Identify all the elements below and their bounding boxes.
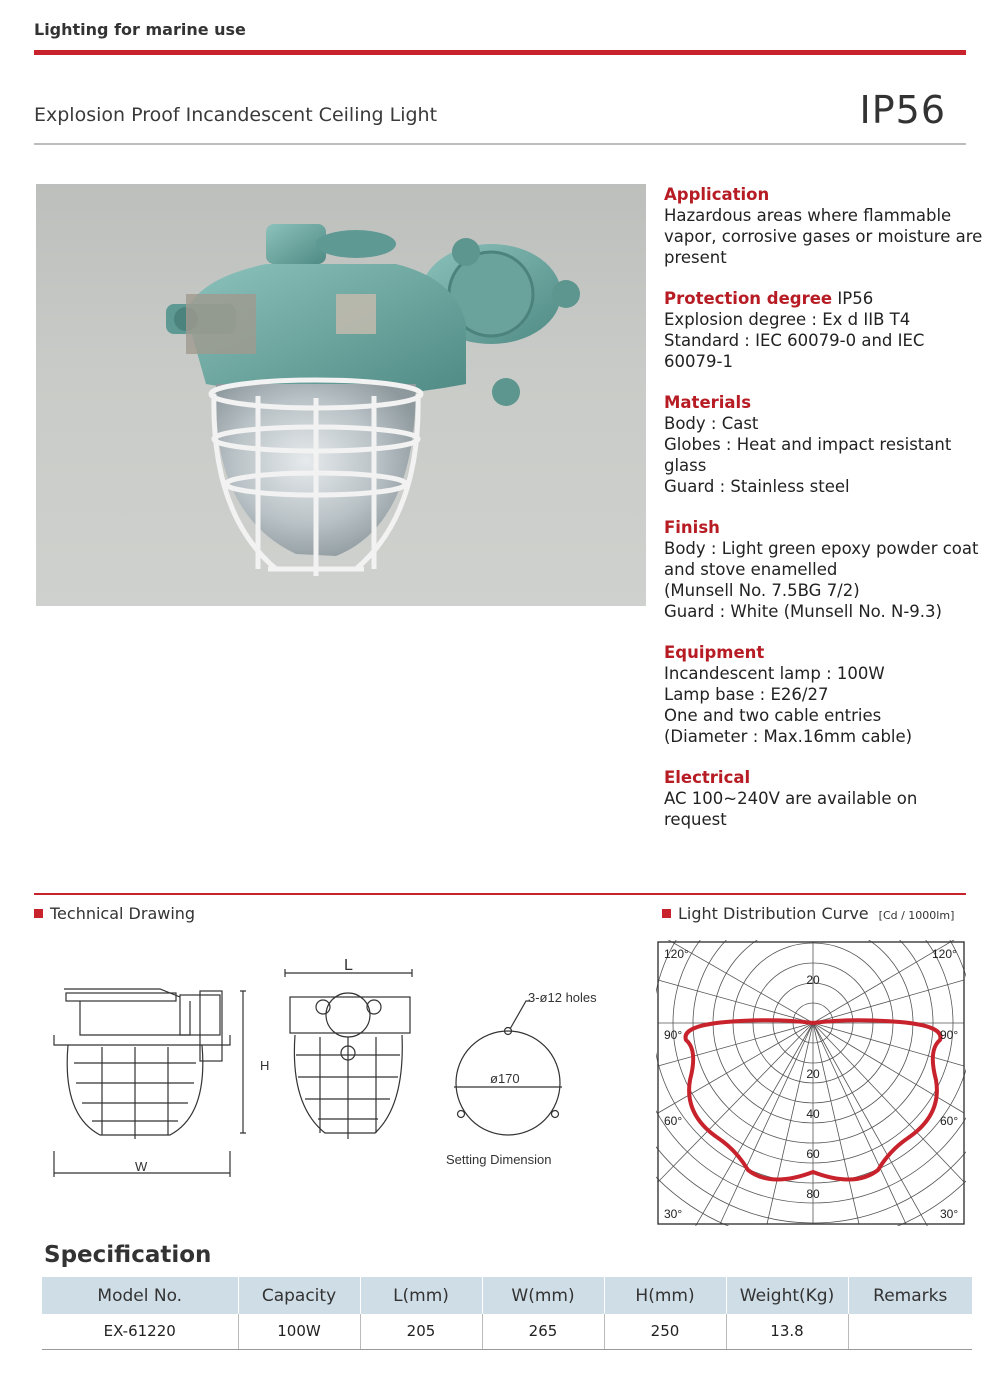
product-title: Explosion Proof Incandescent Ceiling Light bbox=[34, 104, 438, 126]
column-header: L(mm) bbox=[360, 1277, 482, 1314]
electrical-section bbox=[664, 767, 984, 830]
radial-label: 20 bbox=[806, 1067, 820, 1081]
angle-label: 30° bbox=[664, 1207, 683, 1221]
materials-section bbox=[664, 392, 984, 497]
column-header: Model No. bbox=[42, 1277, 238, 1314]
finish-section bbox=[664, 517, 984, 622]
angle-label: 60° bbox=[664, 1114, 683, 1128]
table-cell: 265 bbox=[482, 1314, 604, 1349]
equipment-heading: Equipment bbox=[664, 643, 765, 662]
light-distribution-curve bbox=[656, 940, 966, 1226]
column-header: Weight(Kg) bbox=[726, 1277, 848, 1314]
spec-list bbox=[664, 184, 984, 850]
spec-line: Explosion degree : Ex d IIB T4 bbox=[664, 310, 911, 329]
spec-line: Standard : IEC 60079-0 and IEC bbox=[664, 331, 925, 350]
finish-heading: Finish bbox=[664, 518, 720, 537]
column-header: H(mm) bbox=[604, 1277, 726, 1314]
dim-h: H bbox=[260, 1058, 270, 1073]
category-title: Lighting for marine use bbox=[34, 20, 246, 39]
setting-dimension-label: Setting Dimension bbox=[446, 1152, 552, 1167]
column-header: Remarks bbox=[848, 1277, 972, 1314]
title-divider bbox=[34, 143, 966, 145]
technical-drawing-label: Technical Drawing bbox=[34, 904, 195, 923]
ip-rating: IP56 bbox=[859, 88, 946, 132]
materials-heading: Materials bbox=[664, 393, 752, 412]
curve-unit: [Cd / 1000lm] bbox=[878, 909, 955, 922]
spec-line: (Diameter : Max.16mm cable) bbox=[664, 727, 913, 746]
spec-line: Lamp base : E26/27 bbox=[664, 685, 829, 704]
radial-label: 60 bbox=[806, 1147, 820, 1161]
table-cell: 205 bbox=[360, 1314, 482, 1349]
angle-label: 60° bbox=[940, 1114, 959, 1128]
electrical-heading: Electrical bbox=[664, 768, 751, 787]
spec-line: (Munsell No. 7.5BG 7/2) bbox=[664, 581, 860, 600]
table-row bbox=[42, 1314, 972, 1349]
spec-line: AC 100~240V are available on request bbox=[664, 789, 918, 829]
protection-value: IP56 bbox=[832, 289, 874, 308]
header-divider bbox=[34, 50, 966, 55]
bullet-square-icon bbox=[34, 909, 43, 918]
technical-drawing bbox=[40, 945, 630, 1185]
radial-label: 80 bbox=[806, 1187, 820, 1201]
light-curve-label: Light Distribution Curve [Cd / 1000lm] bbox=[662, 904, 954, 923]
radial-label: 20 bbox=[806, 973, 820, 987]
product-photo bbox=[36, 184, 646, 606]
angle-label: 120° bbox=[664, 947, 689, 961]
diameter-label: ø170 bbox=[490, 1071, 520, 1086]
spec-line: Body : Cast bbox=[664, 414, 759, 433]
dim-l: L bbox=[344, 957, 353, 974]
spec-line: 60079-1 bbox=[664, 352, 733, 371]
spec-line: and stove enamelled bbox=[664, 560, 838, 579]
spec-line: present bbox=[664, 248, 727, 267]
column-header: W(mm) bbox=[482, 1277, 604, 1314]
angle-label: 30° bbox=[940, 1207, 959, 1221]
column-header: Capacity bbox=[238, 1277, 360, 1314]
protection-heading-row bbox=[664, 288, 984, 309]
angle-label: 90° bbox=[664, 1028, 683, 1042]
table-cell: 250 bbox=[604, 1314, 726, 1349]
section-divider bbox=[34, 893, 966, 895]
radial-label: 40 bbox=[806, 1107, 820, 1121]
angle-label: 90° bbox=[940, 1028, 959, 1042]
table-cell: 100W bbox=[238, 1314, 360, 1349]
angle-label: 120° bbox=[932, 947, 957, 961]
specification-title: Specification bbox=[44, 1242, 212, 1268]
bullet-square-icon bbox=[662, 909, 671, 918]
spec-line: Guard : Stainless steel bbox=[664, 477, 850, 496]
spec-line: Globes : Heat and impact resistant glass bbox=[664, 435, 952, 475]
spec-line: Incandescent lamp : 100W bbox=[664, 664, 885, 683]
table-cell bbox=[848, 1314, 972, 1349]
application-section bbox=[664, 184, 984, 268]
table-cell: EX-61220 bbox=[42, 1314, 238, 1349]
table-header-row bbox=[42, 1277, 972, 1314]
spec-line: Guard : White (Munsell No. N-9.3) bbox=[664, 602, 942, 621]
table-cell: 13.8 bbox=[726, 1314, 848, 1349]
spec-line: vapor, corrosive gases or moisture are bbox=[664, 227, 983, 246]
protection-section bbox=[664, 288, 984, 372]
equipment-section bbox=[664, 642, 984, 747]
ceiling-light-illustration bbox=[36, 184, 646, 606]
dim-w: W bbox=[135, 1159, 148, 1174]
spec-line: Body : Light green epoxy powder coat bbox=[664, 539, 979, 558]
spec-line: One and two cable entries bbox=[664, 706, 882, 725]
protection-heading: Protection degree bbox=[664, 289, 833, 308]
spec-line: Hazardous areas where flammable bbox=[664, 206, 952, 225]
holes-label: 3-ø12 holes bbox=[528, 990, 597, 1005]
application-heading: Application bbox=[664, 185, 770, 204]
specification-table bbox=[42, 1277, 972, 1350]
